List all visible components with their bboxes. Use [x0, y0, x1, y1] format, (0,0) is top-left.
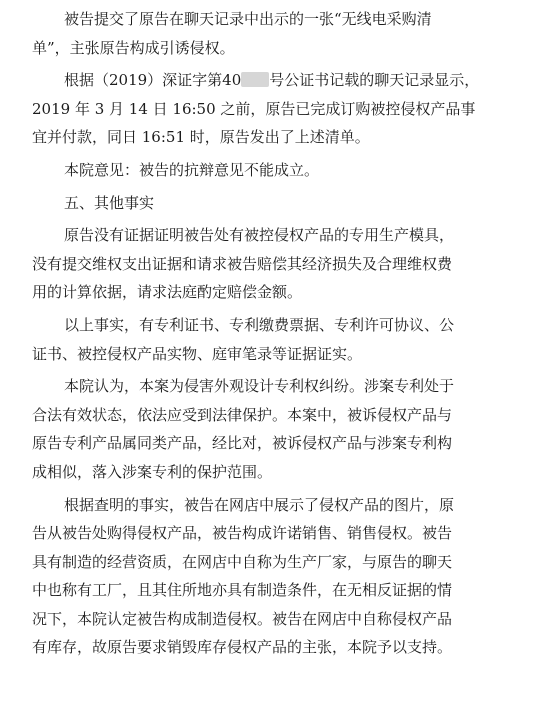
text-fragment: 号公证书记载的聊天记录显示， — [269, 71, 480, 90]
text-line: 原告没有证据证明被告处有被控侵权产品的专用生产模具， — [64, 226, 455, 245]
paragraph-infringement-finding — [32, 491, 522, 663]
text-line: 用的计算依据，请求法庭酌定赔偿金额。 — [32, 283, 303, 302]
text-line: 被告提交了原告在聊天记录中出示的一张“无线电采购清 — [64, 10, 432, 28]
paragraph-court-holding — [32, 372, 522, 486]
text-line: 原告专利产品属同类产品，经比对，被诉侵权产品与涉案专利构 — [32, 434, 453, 453]
text-line: 中也称有工厂，且其住所地亦具有制造条件，在无相反证据的情 — [32, 581, 453, 600]
text-fragment: 根据（2019）深证字第40 — [64, 71, 242, 90]
text-line: 宜并付款，同日 16:51 时，原告发出了上述清单。 — [32, 128, 370, 147]
text-line: 有库存，故原告要求销毁库存侵权产品的主张，本院予以支持。 — [32, 638, 453, 657]
text-line: 本院意见：被告的抗辩意见不能成立。 — [64, 160, 320, 179]
paragraph-evidence-list — [32, 311, 522, 368]
text-line: 单”，主张原告构成引诱侵权。 — [32, 38, 235, 57]
paragraph-notarial-record — [32, 66, 522, 152]
text-line: 成相似，落入涉案专利的保护范围。 — [32, 462, 273, 481]
paragraph-inducement-claim — [32, 5, 522, 62]
text-line: 没有提交维权支出证据和请求被告赔偿其经济损失及合理维权费 — [32, 254, 453, 273]
text-line: 根据查明的事实，被告在网店中展示了侵权产品的图片，原 — [64, 495, 455, 514]
text-line: 合法有效状态，依法应受到法律保护。本案中，被诉侵权产品与 — [32, 405, 453, 424]
text-line: 证书、被控侵权产品实物、庭审笔录等证据证实。 — [32, 344, 363, 363]
text-line — [32, 66, 522, 95]
text-line: 况下，本院认定被告构成制造侵权。被告在网店中自称侵权产品 — [32, 609, 453, 628]
text-line: 本院认为，本案为侵害外观设计专利权纠纷。涉案专利处于 — [64, 377, 455, 396]
text-line: 具有制造的经营资质，在网店中自称为生产厂家，与原告的聊天 — [32, 552, 453, 571]
text-line: 2019 年 3 月 14 日 16:50 之前，原告已完成订购被控侵权产品事 — [32, 99, 476, 118]
paragraph-no-evidence — [32, 221, 522, 307]
redaction-mark — [241, 72, 269, 87]
text-line: 告从被告处购得侵权产品，被告构成许诺销售、销售侵权。被告 — [32, 524, 453, 543]
section-heading: 五、其他事实 — [64, 193, 155, 212]
paragraph-court-opinion — [32, 156, 522, 185]
text-line: 以上事实，有专利证书、专利缴费票据、专利许可协议、公 — [64, 315, 455, 334]
section-heading-other-facts — [32, 189, 522, 218]
